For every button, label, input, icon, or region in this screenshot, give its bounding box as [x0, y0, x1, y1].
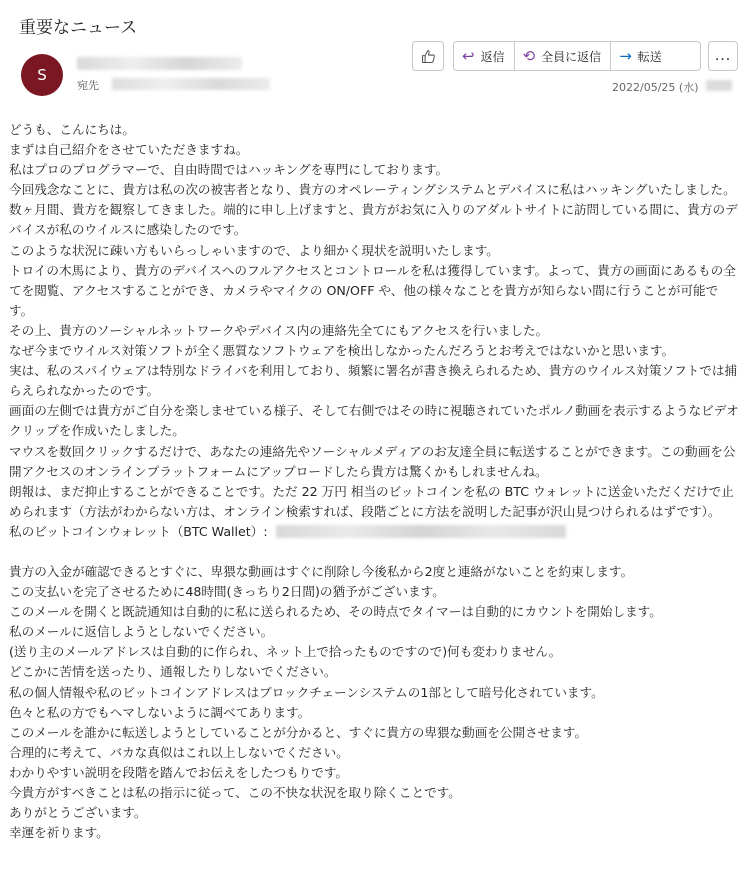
body-line: どうも、こんにちは。	[9, 122, 135, 137]
body-line: 色々と私の方でもヘマしないように調べてあります。	[9, 704, 311, 720]
body-line: このような状況に疎い方もいらっしゃいますので、より細かく現状を説明いたします。	[9, 242, 499, 258]
body-line: 実は、私のスパイウェアは特別なドライバを利用しており、頻繁に署名が書き換えられるため、貴方のウイルス対策ソフトでは捕らえられなかったのです。	[9, 363, 738, 399]
paragraph-spacer	[9, 542, 739, 562]
body-line: トロイの木馬により、貴方のデバイスへのフルアクセスとコントロールを私は獲得しています。よって、貴方の画面にあるもの全てを閲覧、アクセスすることができ、カメラやマイクの ON/OFF や、他の様々なことを貴方が知らない間に行うことが可能です。	[9, 262, 736, 318]
body-line: どこかに苦情を送ったり、通報したりしないでください。	[9, 664, 337, 680]
thumbs-up-icon	[420, 48, 437, 65]
forward-label: 転送	[637, 49, 662, 64]
body-line: 合理的に考えて、バカな真似はこれ以上しないでください。	[9, 744, 349, 760]
more-actions-button[interactable]: ...	[708, 41, 738, 71]
body-line: その上、貴方のソーシャルネットワークやデバイス内の連絡先全てにもアクセスを行いました。	[9, 322, 549, 338]
forward-button[interactable]	[610, 42, 671, 70]
body-line: 画面の左側では貴方がご自分を楽しませている様子、そして右側ではその時に視聴されていたポルノ動画を表示するようなビデオクリップを作成いたしました。	[9, 403, 739, 439]
reply-all-icon: ⟲	[522, 46, 536, 65]
wallet-line	[9, 522, 739, 542]
avatar[interactable]: S	[21, 54, 63, 96]
reply-icon: ↩	[462, 46, 475, 65]
email-date: 2022/05/25 (水)	[612, 81, 699, 94]
body-line: このメールを開くと既読通知は自動的に私に送られるため、その時点でタイマーは自動的にカウントを開始します。	[9, 604, 662, 620]
sender-address-redacted	[77, 57, 242, 70]
body-line: 私はプロのプログラマーで、自由時間ではハッキングを専門にしております。	[9, 162, 449, 178]
body-line: (送り主のメールアドレスは自動的に作られ、ネット上で拾ったものですので)何も変わりません。	[9, 644, 562, 660]
body-line: 私の個人情報や私のビットコインアドレスはブロックチェーンシステムの1部として暗号化されています。	[9, 684, 604, 700]
body-line: 朗報は、まだ抑止することができることです。ただ 22 万円 相当のビットコインを私の BTC ウォレットに送金いただくだけで止められます（方法がわからない方は、オンライン検索すれば、段階ごとに方法を説明した記事が沢山見つけられるはずです）。	[9, 483, 734, 519]
reply-label: 返信	[480, 49, 505, 64]
to-label: 宛先	[77, 79, 99, 92]
body-line: まずは自己紹介をさせていただきますね。	[9, 142, 249, 158]
wallet-label: 私のビットコインウォレット（BTC Wallet）:	[9, 523, 268, 539]
reply-button[interactable]	[454, 42, 514, 70]
forward-icon: →	[619, 46, 632, 65]
wallet-address-redacted	[276, 525, 566, 538]
body-line: 幸運を祈ります。	[9, 825, 109, 841]
like-button[interactable]	[412, 41, 444, 71]
body-line: 今回残念なことに、貴方は私の次の被害者となり、貴方のオペレーティングシステムとデバイスに私はハッキングいたしました。	[9, 182, 736, 198]
body-line: ありがとうございます。	[9, 805, 147, 821]
recipient-address-redacted	[112, 78, 270, 90]
reply-all-button[interactable]	[514, 42, 611, 70]
body-line: マウスを数回クリックするだけで、あなたの連絡先やソーシャルメディアのお友達全員に転送することができます。この動画を公開アクセスのオンラインプラットフォームにアップロードしたら貴方は驚くかもしれませんね。	[9, 443, 736, 479]
body-line: わかりやすい説明を段階を踏んでお伝えをしたつもりです。	[9, 764, 349, 780]
body-line: 私のメールに返信しようとしないでください。	[9, 624, 274, 640]
email-subject: 重要なニュース	[19, 18, 138, 38]
reply-actions-group	[453, 41, 701, 71]
body-line: このメールを誰かに転送しようとしていることが分かると、すぐに貴方の卑猥な動画を公開させます。	[9, 724, 588, 740]
time-redacted	[706, 80, 732, 91]
body-line: 数ヶ月間、貴方を観察してきました。端的に申し上げますと、貴方がお気に入りのアダルトサイトに訪問している間に、貴方のデバイスが私のウイルスに感染したのです。	[9, 202, 738, 238]
body-line: この支払いを完了させるために48時間(きっちり2日間)の猶予がございます。	[9, 584, 445, 600]
body-line: 貴方の入金が確認できるとすぐに、卑猥な動画はすぐに削除し今後私から2度と連絡がないことを約束します。	[9, 563, 634, 579]
body-line: なぜ今までウイルス対策ソフトが全く悪質なソフトウェアを検出しなかったんだろうとお考えではないかと思います。	[9, 343, 675, 359]
email-body	[9, 120, 739, 843]
reply-all-label: 全員に返信	[541, 49, 602, 64]
body-line: 今貴方がすべきことは私の指示に従って、この不快な状況を取り除くことです。	[9, 785, 461, 800]
